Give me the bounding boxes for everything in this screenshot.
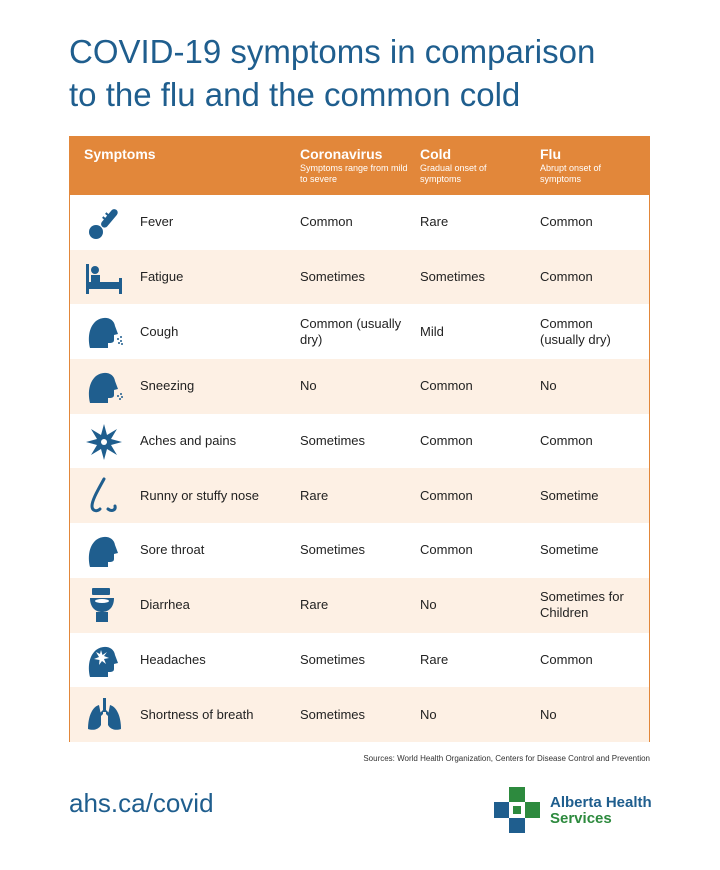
coronavirus-value: Sometimes — [300, 542, 366, 558]
coronavirus-value: Sometimes — [300, 651, 366, 667]
header-flu-sub: Abrupt onset of symptoms — [540, 163, 602, 184]
cold-value: No — [420, 706, 437, 722]
flu-value: Common — [540, 269, 593, 285]
cold-value: Mild — [420, 323, 444, 339]
flu-value: Sometime — [540, 542, 599, 558]
flu-value: Sometime — [540, 487, 599, 503]
symptom-name: Cough — [140, 323, 179, 339]
header-cold-label: Cold — [420, 146, 452, 162]
table-row — [70, 687, 649, 742]
cold-value: No — [420, 597, 437, 613]
flu-value: Common — [540, 433, 593, 449]
header-flu-label: Flu — [540, 146, 561, 162]
table-row — [70, 414, 649, 469]
cough-head-icon — [84, 312, 124, 352]
symptom-name: Shortness of breath — [140, 706, 254, 722]
toilet-icon — [84, 586, 124, 626]
title-line-2: to the flu and the common cold — [69, 76, 521, 113]
flu-value: No — [540, 378, 557, 394]
sneeze-head-icon — [84, 367, 124, 407]
thermometer-icon — [84, 203, 124, 243]
coronavirus-value: Common — [300, 214, 353, 230]
symptom-name: Headaches — [140, 651, 206, 667]
header-symptoms-label: Symptoms — [84, 146, 156, 162]
website-link[interactable]: ahs.ca/covid — [69, 788, 214, 818]
sources-note: Sources: World Health Organization, Centers for Disease Control and Prevention — [363, 754, 650, 763]
flu-value: Common — [540, 651, 593, 667]
ahs-cross-icon — [494, 787, 540, 833]
lungs-icon — [84, 695, 124, 735]
cold-value: Rare — [420, 214, 449, 230]
coronavirus-value: No — [300, 378, 317, 394]
bed-icon — [84, 258, 124, 298]
coronavirus-value: Rare — [300, 487, 329, 503]
flu-value: Sometimes for Children — [540, 589, 624, 621]
flu-value: Common — [540, 214, 593, 230]
coronavirus-value: Common (usually dry) — [300, 315, 402, 347]
coronavirus-value: Sometimes — [300, 706, 366, 722]
table-row — [70, 523, 649, 578]
header-coronavirus — [300, 146, 410, 185]
logo-text — [550, 795, 652, 827]
pain-burst-icon — [84, 422, 124, 462]
symptom-name: Sneezing — [140, 378, 195, 394]
page-title — [69, 30, 669, 116]
headache-icon — [84, 641, 124, 681]
table-row — [70, 195, 649, 250]
cold-value: Common — [420, 542, 473, 558]
cold-value: Common — [420, 378, 473, 394]
coronavirus-value: Rare — [300, 597, 329, 613]
symptom-name: Fever — [140, 214, 174, 230]
flu-value: No — [540, 706, 557, 722]
table-row — [70, 250, 649, 305]
throat-head-icon — [84, 531, 124, 571]
table-row — [70, 359, 649, 414]
nose-icon — [84, 476, 124, 516]
header-symptoms — [84, 146, 156, 162]
table-body — [70, 195, 649, 742]
symptom-name: Sore throat — [140, 542, 205, 558]
table-row — [70, 468, 649, 523]
logo-line-1: Alberta Health — [550, 794, 652, 811]
table-row — [70, 578, 649, 633]
cold-value: Sometimes — [420, 269, 486, 285]
cold-value: Rare — [420, 651, 449, 667]
cold-value: Common — [420, 487, 473, 503]
symptoms-table — [69, 136, 650, 742]
header-coronavirus-label: Coronavirus — [300, 146, 383, 162]
header-coronavirus-sub: Symptoms range from mild to severe — [300, 163, 408, 184]
symptom-name: Runny or stuffy nose — [140, 487, 259, 503]
ahs-logo — [494, 787, 654, 833]
header-cold-sub: Gradual onset of symptoms — [420, 163, 487, 184]
table-header — [70, 137, 649, 195]
flu-value: Common (usually dry) — [540, 315, 611, 347]
symptom-name: Fatigue — [140, 269, 184, 285]
logo-line-2: Services — [550, 810, 612, 827]
symptom-name: Diarrhea — [140, 597, 190, 613]
header-flu — [540, 146, 630, 185]
cold-value: Common — [420, 433, 473, 449]
table-row — [70, 633, 649, 688]
header-cold — [420, 146, 515, 185]
table-row — [70, 304, 649, 359]
title-line-1: COVID-19 symptoms in comparison — [69, 33, 596, 70]
symptom-name: Aches and pains — [140, 433, 237, 449]
coronavirus-value: Sometimes — [300, 269, 366, 285]
coronavirus-value: Sometimes — [300, 433, 366, 449]
